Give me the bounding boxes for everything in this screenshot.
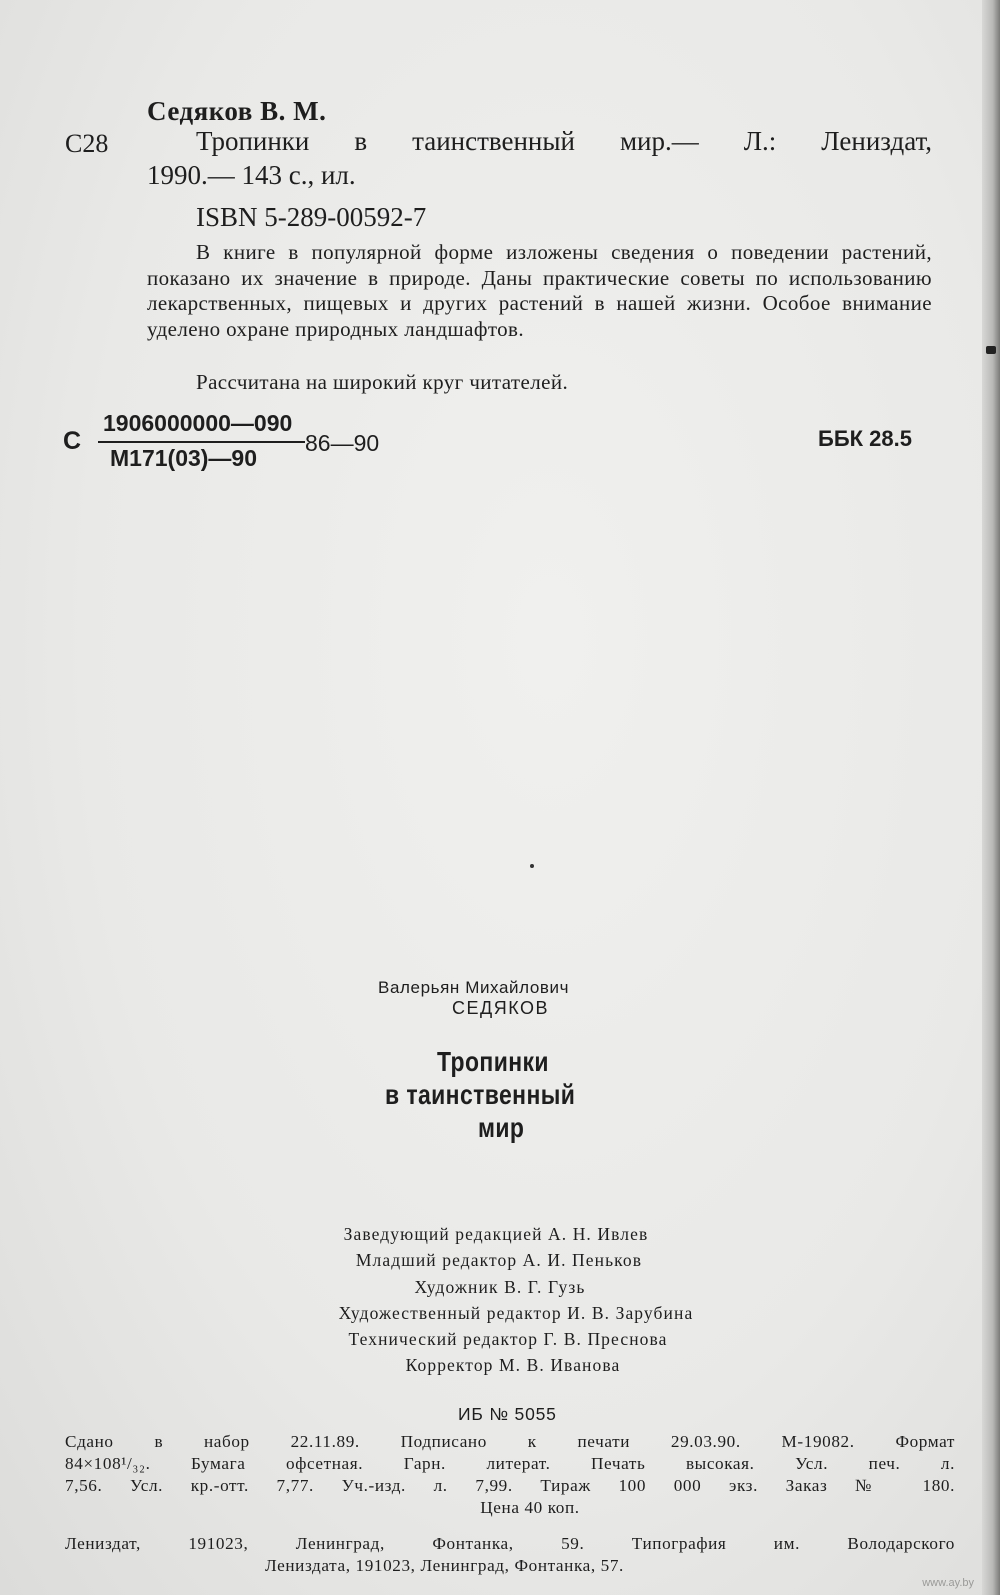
colophon-publisher <box>65 1533 955 1577</box>
card-audience: Рассчитана на широкий круг читателей. <box>196 370 569 394</box>
colophon-title-line-2: в таинственный <box>385 1079 576 1110</box>
credit-line: Заведующий редакцией А. Н. Ивлев <box>343 1224 649 1244</box>
colophon-price: Цена 40 коп. <box>480 1498 580 1517</box>
colophon-surname: СЕДЯКОВ <box>452 998 549 1018</box>
imprint-line: 7,56. Усл. кр.-отт. 7,77. Уч.-изд. л. 7,99. Тираж 100 000 экз. Заказ № 180. <box>65 1476 955 1495</box>
watermark: www.ay.by <box>922 1577 974 1589</box>
imprint-line: Сдано в набор 22.11.89. Подписано к печати 29.03.90. М-19082. Формат <box>65 1432 955 1451</box>
credit-line: Корректор М. В. Иванова <box>405 1355 621 1376</box>
credit-line: Младший редактор А. И. Пеньков <box>355 1250 643 1271</box>
edge-mark <box>986 346 996 354</box>
classification-letter: С <box>63 427 82 455</box>
publisher-line: Лениздат, 191023, Ленинград, Фонтанка, 59. Типография им. Володарского <box>65 1534 955 1553</box>
classification-denominator: М171(03)—90 <box>110 445 258 471</box>
colophon-imprint <box>65 1431 955 1519</box>
credit-line: Художественный редактор И. В. Зарубина <box>338 1302 694 1323</box>
card-isbn: ISBN 5-289-00592-7 <box>196 202 427 232</box>
classification-tail: 86—90 <box>305 430 380 456</box>
card-code: С28 <box>65 129 109 158</box>
credit-line: Художник В. Г. Гузь <box>414 1276 586 1297</box>
card-title-line-2: 1990.— 143 с., ил. <box>147 160 356 190</box>
classification-fraction-line <box>98 441 305 443</box>
card-author: Седяков В. М. <box>147 96 327 126</box>
classification-bbk: ББК 28.5 <box>818 426 912 451</box>
classification-numerator: 1906000000—090 <box>103 410 293 436</box>
colophon-title-line-1: Тропинки <box>437 1046 549 1077</box>
imprint-line: 84×108¹/₃₂. Бумага офсетная. Гарн. литерат. Печать высокая. Усл. печ. л. <box>65 1454 955 1473</box>
print-dot <box>530 864 534 868</box>
card-abstract: В книге в популярной форме изложены сведения о поведении растений, показано их значение в природе. Даны практические советы по использованию лекарственных, пищевых и других растений в нашей жизни. Особое внимание уделено охране природных ландшафтов. <box>147 240 932 341</box>
colophon-title-line-3: мир <box>478 1112 525 1143</box>
credit-line: Технический редактор Г. В. Преснова <box>348 1329 668 1350</box>
colophon-ib-number: ИБ № 5055 <box>458 1404 557 1424</box>
card-title-line-1: Тропинки в таинственный мир.— Л.: Лениздат, <box>196 126 932 156</box>
publisher-line: Лениздата, 191023, Ленинград, Фонтанка, 57. <box>265 1556 624 1575</box>
colophon-full-name: Валерьян Михайлович <box>378 978 570 997</box>
colophon-credits <box>0 1221 1000 1379</box>
